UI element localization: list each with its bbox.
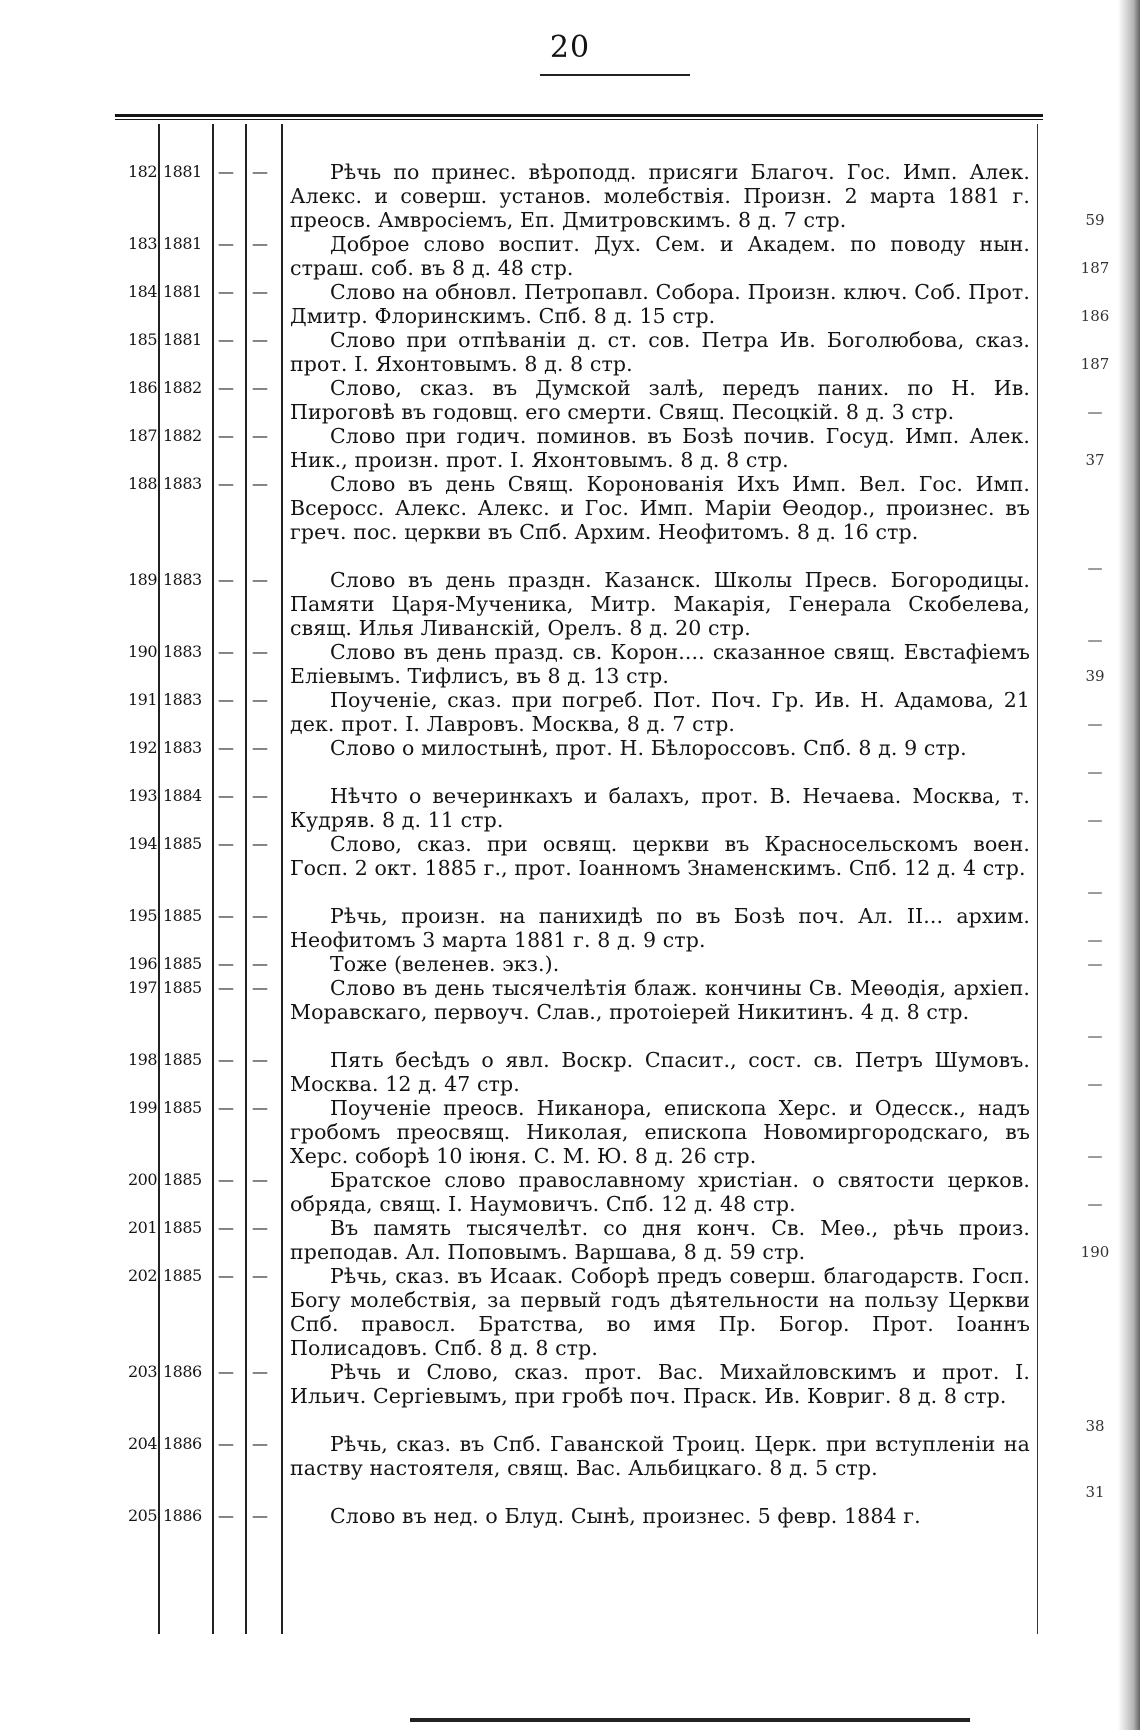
entry-dash-1: — [218,954,234,973]
entry-year: 1882 [163,378,202,397]
entry-year: 1882 [163,426,202,445]
entry-text: Слово въ день праздн. Казанск. Школы Пресв. Богородицы. Памяти Царя-Мученика, Митр. Макарія, Генерала Скобелева, свящ. Илья Ливанскій, Орелъ. 8 д. 20 стр. [290,568,1030,640]
entry-number: 201 [127,1218,157,1237]
entry-year: 1885 [163,1266,202,1285]
entry-dash-2: — [252,906,268,925]
entry-dash-1: — [218,474,234,493]
bottom-rule [410,1718,970,1722]
entry-year: 1885 [163,906,202,925]
entry-dash-1: — [218,234,234,253]
entry-year: 1883 [163,570,202,589]
entry-text: Нѣчто о вечеринкахъ и балахъ, прот. В. Нечаева. Москва, т. Кудряв. 8 д. 11 стр. [290,784,1030,832]
entry-dash-2: — [252,378,268,397]
entry-number: 189 [127,570,157,589]
entry-dash-2: — [252,1434,268,1453]
entry-dash-2: — [252,1098,268,1117]
entry-number: 186 [127,378,157,397]
entry-dash-2: — [252,1506,268,1525]
margin-note: — [1087,763,1103,781]
entry-number: 193 [127,786,157,805]
entry-number: 197 [127,978,157,997]
margin-note: 59 [1085,211,1105,229]
margin-note: — [1087,1147,1103,1165]
entry-dash-1: — [218,786,234,805]
entry-dash-2: — [252,234,268,253]
page-number: 20 [549,30,591,65]
entry-dash-2: — [252,1218,268,1237]
entry-number: 205 [127,1506,157,1525]
margin-note: 37 [1085,451,1105,469]
entry-text: Слово въ нед. о Блуд. Сынѣ, произнес. 5 февр. 1884 г. [330,1504,921,1528]
entry-dash-2: — [252,1050,268,1069]
entry-dash-2: — [252,1170,268,1189]
entry-dash-2: — [252,834,268,853]
entry-dash-1: — [218,1098,234,1117]
entry-dash-2: — [252,282,268,301]
entry-text: Слово, сказ. въ Думской залѣ, передъ паних. по Н. Ив. Пироговѣ въ годовщ. его смерти. Свящ. Песоцкій. 8 д. 3 стр. [290,376,1030,424]
entry-text: Тоже (веленев. экз.). [330,952,560,976]
entry-dash-1: — [218,906,234,925]
entry-dash-2: — [252,162,268,181]
entry-number: 195 [127,906,157,925]
entry-text: Слово въ день Свящ. Коронованія Ихъ Имп. Вел. Гос. Имп. Всеросс. Алекс. Алекс. и Гос. Имп. Маріи Ѳеодор., произнес. въ греч. пос. церкви въ Спб. Архим. Неофитомъ. 8 д. 16 стр. [290,472,1030,544]
margin-note: — [1087,1027,1103,1045]
margin-note: 38 [1085,1417,1105,1435]
entry-dash-1: — [218,738,234,757]
entry-text: Слово о милостынѣ, прот. Н. Бѣлороссовъ. Спб. 8 д. 9 стр. [330,736,967,760]
entry-text: Въ память тысячелѣт. со дня конч. Св. Меѳ., рѣчь произ. преподав. Ал. Поповымъ. Варшава, 8 д. 59 стр. [290,1216,1030,1264]
entry-year: 1881 [163,162,202,181]
entry-dash-2: — [252,1362,268,1381]
entry-dash-2: — [252,330,268,349]
entry-year: 1886 [163,1362,202,1381]
entry-number: 188 [127,474,157,493]
entry-year: 1883 [163,738,202,757]
entry-dash-2: — [252,1266,268,1285]
margin-note: — [1087,715,1103,733]
entry-dash-1: — [218,690,234,709]
margin-note: 187 [1080,355,1110,373]
entry-text: Поученіе, сказ. при погреб. Пот. Поч. Гр. Ив. Н. Адамова, 21 дек. прот. І. Лавровъ. Москва, 8 д. 7 стр. [290,688,1030,736]
entry-year: 1881 [163,234,202,253]
margin-note: 187 [1080,259,1110,277]
entry-text: Поученіе преосв. Никанора, епископа Херс. и Одесск., надъ гробомъ преосвящ. Николая, епископа Новомиргородскаго, въ Херс. соборѣ 10 іюня. С. М. Ю. 8 д. 26 стр. [290,1096,1030,1168]
entry-dash-1: — [218,834,234,853]
entry-text: Рѣчь, сказ. въ Спб. Гаванской Троиц. Церк. при вступленіи на паству настоятеля, свящ. Вас. Альбицкаго. 8 д. 5 стр. [290,1432,1030,1480]
margin-note: — [1087,559,1103,577]
page-edge-shadow [1118,0,1140,1730]
entry-dash-1: — [218,378,234,397]
margin-note: 39 [1085,667,1105,685]
entry-text: Слово, сказ. при освящ. церкви въ Красносельскомъ воен. Госп. 2 окт. 1885 г., прот. Іоанномъ Знаменскимъ. Спб. 12 д. 4 стр. [290,832,1030,880]
entry-dash-1: — [218,330,234,349]
entry-dash-1: — [218,162,234,181]
margin-note: — [1087,955,1103,973]
entry-number: 182 [127,162,157,181]
entry-dash-2: — [252,690,268,709]
entry-dash-1: — [218,282,234,301]
entry-text: Рѣчь по принес. вѣроподд. присяги Благоч. Гос. Имп. Алек. Алекс. и соверш. установ. молебствія. Произн. 2 марта 1881 г. преосв. Амвросіемъ, Еп. Дмитровскимъ. 8 д. 7 стр. [290,160,1030,232]
margin-note: 31 [1085,1483,1105,1501]
entry-number: 204 [127,1434,157,1453]
entry-year: 1885 [163,1170,202,1189]
entry-text: Слово при отпѣваніи д. ст. сов. Петра Ив. Боголюбова, сказ. прот. І. Яхонтовымъ. 8 д. 8 стр. [290,328,1030,376]
entry-dash-2: — [252,426,268,445]
entry-dash-2: — [252,738,268,757]
entry-number: 190 [127,642,157,661]
entry-dash-2: — [252,570,268,589]
entry-text: Рѣчь, сказ. въ Исаак. Соборѣ предъ соверш. благодарств. Госп. Богу молебствія, за первый годъ дѣятельности на пользу Церкви Спб. правосл. Братства, во имя Пр. Богор. Прот. Іоаннъ Полисадовъ. Спб. 8 д. 8 стр. [290,1264,1030,1360]
margin-note: — [1087,631,1103,649]
entry-number: 200 [127,1170,157,1189]
entry-number: 198 [127,1050,157,1069]
entry-year: 1885 [163,1218,202,1237]
entry-number: 199 [127,1098,157,1117]
margin-note: — [1087,883,1103,901]
entry-dash-2: — [252,978,268,997]
entry-number: 194 [127,834,157,853]
margin-note: 190 [1080,1243,1110,1261]
entry-text: Пять бесѣдъ о явл. Воскр. Спасит., сост. св. Петръ Шумовъ. Москва. 12 д. 47 стр. [290,1048,1030,1096]
entry-number: 185 [127,330,157,349]
entry-year: 1885 [163,1098,202,1117]
entry-dash-1: — [218,1170,234,1189]
entry-year: 1886 [163,1506,202,1525]
entry-text: Слово на обновл. Петропавл. Собора. Произн. ключ. Соб. Прот. Дмитр. Флоринскимъ. Спб. 8 д. 15 стр. [290,280,1030,328]
entry-dash-2: — [252,642,268,661]
entry-dash-1: — [218,1266,234,1285]
entry-number: 203 [127,1362,157,1381]
entry-number: 191 [127,690,157,709]
entry-number: 192 [127,738,157,757]
entry-dash-2: — [252,954,268,973]
entry-dash-1: — [218,1362,234,1381]
entry-text: Слово въ день тысячелѣтія блаж. кончины Св. Меѳодія, архіеп. Моравскаго, первоуч. Слав., протоіерей Никитинъ. 4 д. 8 стр. [290,976,1030,1024]
entry-year: 1881 [163,282,202,301]
entry-number: 202 [127,1266,157,1285]
entry-year: 1883 [163,642,202,661]
entry-year: 1881 [163,330,202,349]
entry-year: 1884 [163,786,202,805]
entry-year: 1883 [163,474,202,493]
entry-number: 196 [127,954,157,973]
entry-dash-1: — [218,1218,234,1237]
entry-year: 1883 [163,690,202,709]
entry-number: 183 [127,234,157,253]
entry-dash-1: — [218,642,234,661]
entry-year: 1885 [163,1050,202,1069]
entry-year: 1885 [163,978,202,997]
entry-dash-1: — [218,978,234,997]
margin-note: — [1087,403,1103,421]
margin-note: — [1087,1075,1103,1093]
entry-text: Доброе слово воспит. Дух. Сем. и Академ. по поводу нын. страш. соб. въ 8 д. 48 стр. [290,232,1030,280]
entry-year: 1886 [163,1434,202,1453]
entry-dash-1: — [218,1434,234,1453]
margin-note: — [1087,1195,1103,1213]
entry-dash-1: — [218,1506,234,1525]
entry-year: 1885 [163,834,202,853]
entry-dash-2: — [252,786,268,805]
entry-dash-1: — [218,570,234,589]
entry-year: 1885 [163,954,202,973]
entry-dash-1: — [218,1050,234,1069]
entry-text: Слово въ день празд. св. Корон.... сказанное свящ. Евстафіемъ Еліевымъ. Тифлисъ, въ 8 д. 13 стр. [290,640,1030,688]
entry-text: Рѣчь и Слово, сказ. прот. Вас. Михайловскимъ и прот. І. Ильич. Сергіевымъ, при гробѣ поч. Праск. Ив. Ковриг. 8 д. 8 стр. [290,1360,1030,1408]
entry-dash-1: — [218,426,234,445]
entry-number: 184 [127,282,157,301]
margin-note: — [1087,811,1103,829]
entry-text: Слово при годич. поминов. въ Бозѣ почив. Госуд. Имп. Алек. Ник., произн. прот. І. Яхонтовымъ. 8 д. 8 стр. [290,424,1030,472]
entry-dash-2: — [252,474,268,493]
margin-note: — [1087,931,1103,949]
entry-text: Братское слово православному христіан. о святости церков. обряда, свящ. І. Наумовичъ. Спб. 12 д. 48 стр. [290,1168,1030,1216]
margin-note: 186 [1080,307,1110,325]
entry-text: Рѣчь, произн. на панихидѣ по въ Бозѣ поч. Ал. II... архим. Неофитомъ 3 марта 1881 г. 8 д. 9 стр. [290,904,1030,952]
entry-number: 187 [127,426,157,445]
